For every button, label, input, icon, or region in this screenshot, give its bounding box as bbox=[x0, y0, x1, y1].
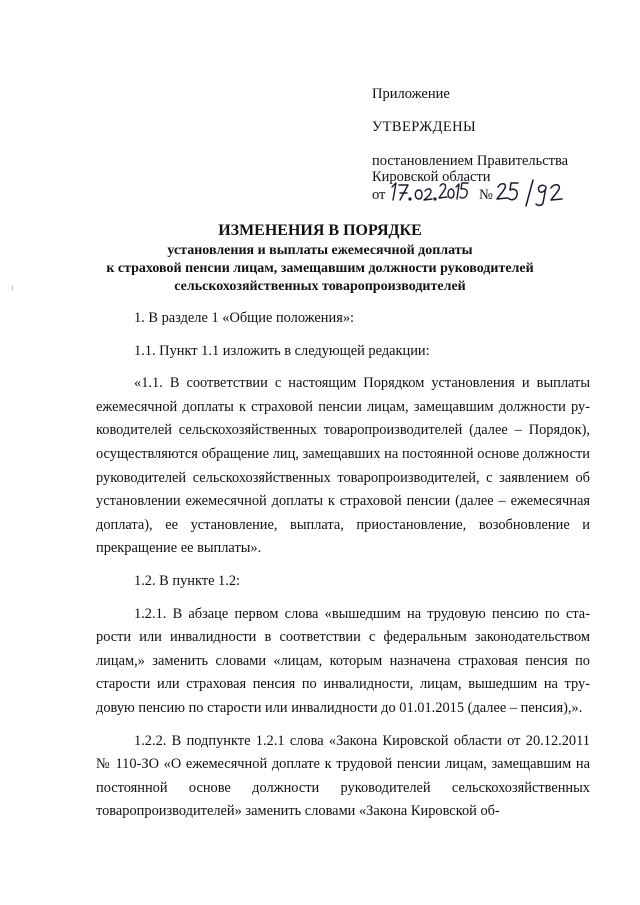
paragraph-1-1-text: «1.1. В соответствии с настоящим Порядком установления и выплаты ежемесячной доплаты к страховой пенсии лицам, замещавшим должности руководителей сельскохозяйственных товаропроизводителей (далее – Порядок), осуществляются обращение лиц, замещавших на постоянной основе должности руководителей сельскохозяйственных товаропроизводителей, с заявлением об установлении ежемесячной доплаты к страховой пенсии (далее – ежемесячная доплата), ее установление, выплата, приостановление, возобновление и прекращение ее выплаты». bbox=[96, 375, 590, 557]
handwritten-date bbox=[389, 178, 471, 206]
handwritten-number bbox=[496, 178, 576, 208]
paragraph-1-2: 1.2. В пункте 1.2: bbox=[134, 572, 241, 589]
title-line-3: к страховой пенсии лицам, замещавшим должности руководителей bbox=[106, 261, 534, 276]
decree-line-1: постановлением Правительства bbox=[372, 153, 569, 169]
scan-margin-mark bbox=[12, 286, 13, 290]
approved-label: УТВЕРЖДЕНЫ bbox=[372, 119, 477, 135]
number-sign: № bbox=[479, 187, 493, 203]
document-title: ИЗМЕНЕНИЯ В ПОРЯДКЕ bbox=[218, 222, 422, 239]
paragraph-1-1: 1.1. Пункт 1.1 изложить в следующей редакции: bbox=[134, 342, 430, 359]
paragraph-1-2-2: 1.2.2. В подпункте 1.2.1 слова «Закона Кировской области от 20.12.2011 № 110-ЗО «О ежемесячной доплате к трудовой пенсии лицам, замещавшим на постоянной основе должности руководителей сельскохозяйственных товаропроизводителей» заменить словами «Закона Кировской об- bbox=[96, 732, 590, 820]
title-line-4: сельскохозяйственных товаропроизводителей bbox=[174, 279, 466, 294]
paragraph-section-1: 1. В разделе 1 «Общие положения»: bbox=[134, 310, 355, 326]
decree-line-2: Кировской области bbox=[372, 169, 491, 185]
decree-date-line bbox=[372, 186, 622, 212]
document-body bbox=[96, 307, 590, 824]
appendix-label: Приложение bbox=[372, 86, 450, 102]
paragraph-1-2-1: 1.2.1. В абзаце первом слова «вышедшим на трудовую пенсию по старости или инвалидности в соответствии с федеральным законодательством лицам,» заменить словами «лицам, которым назначена страховая пенсия по старости или страховая пенсия по инвалидности, лицам, вышедшим на трудовую пенсию по старости или инвалидности до 01.01.2015 (далее – пенсия),». bbox=[96, 605, 590, 716]
title-line-2: установления и выплаты ежемесячной доплаты bbox=[167, 243, 473, 258]
date-prefix: от bbox=[372, 187, 386, 203]
